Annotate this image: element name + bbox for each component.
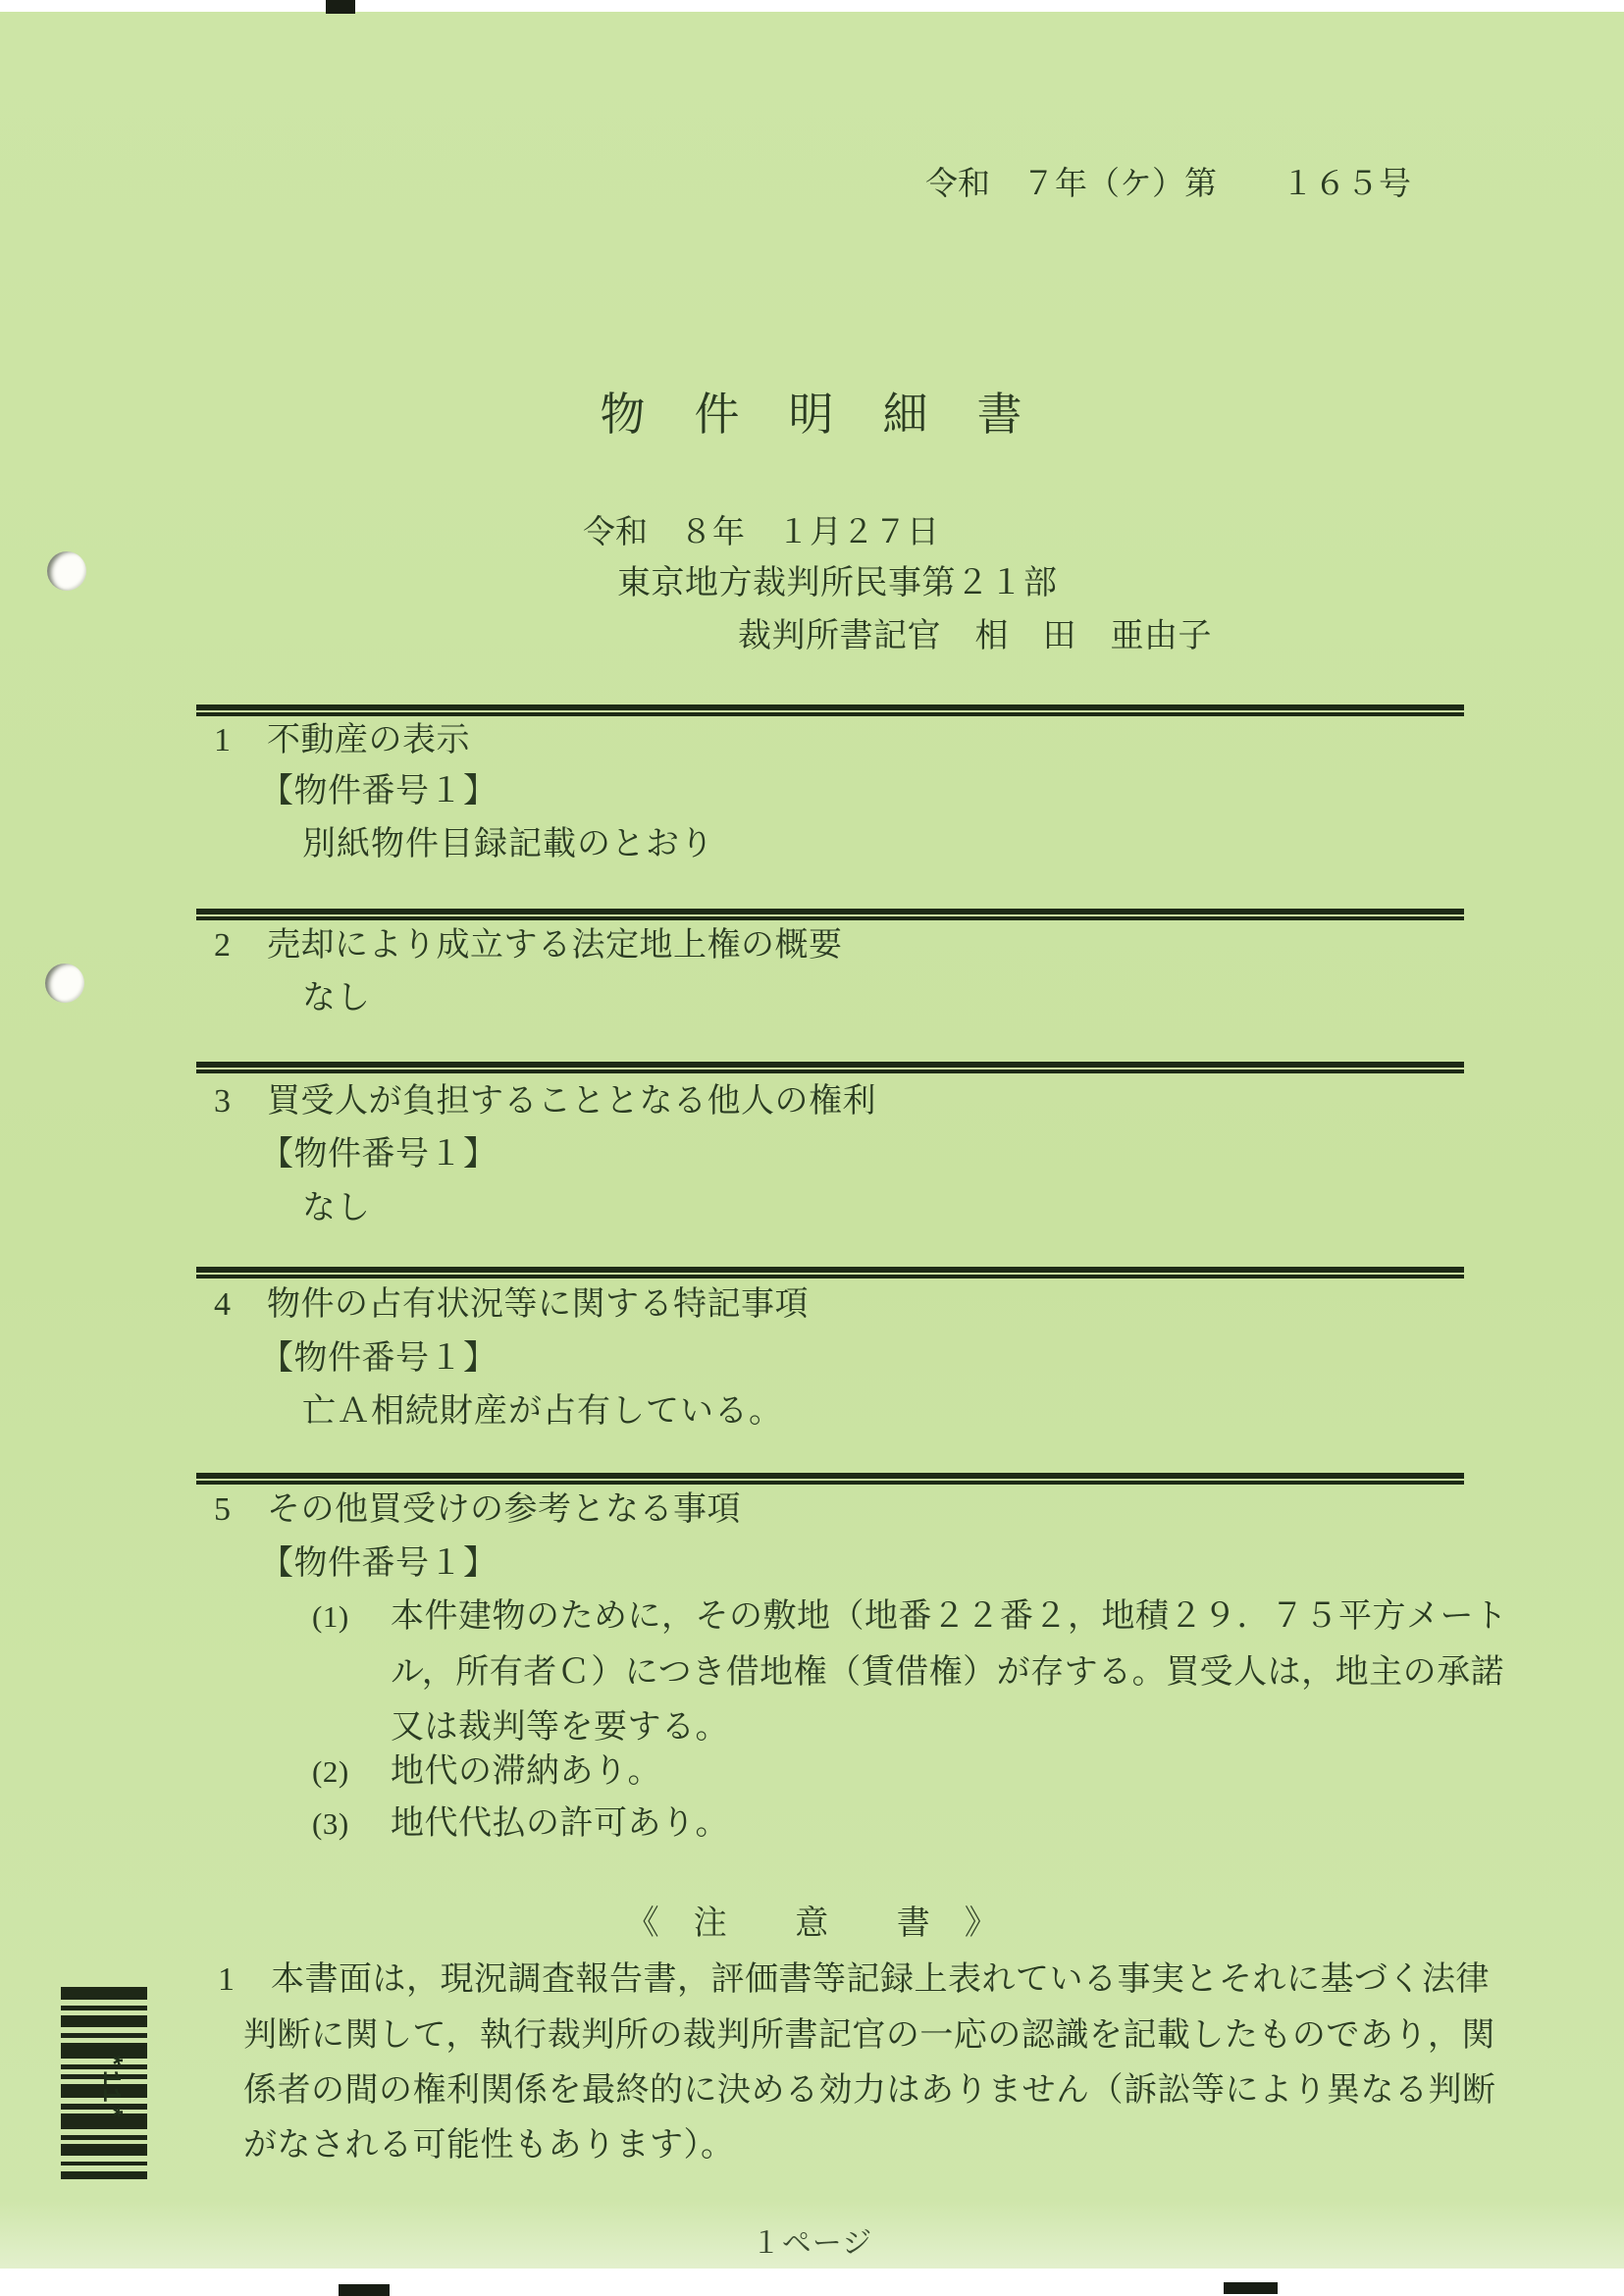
section-1-heading	[214, 724, 470, 757]
notice-line: 判断に関して，執行裁判所の裁判所書記官の一応の認識を記載したものであり，関	[243, 2017, 1495, 2054]
item-text: 地代代払の許可あり。	[391, 1805, 729, 1842]
notice-paragraph	[218, 1963, 1490, 1997]
item-text: ル，所有者Ｃ）につき借地権（賃借権）が存する。買受人は，地主の承諾	[391, 1654, 1505, 1691]
notice-line: 本書面は，現況調査報告書，評価書等記録上表れている事実とそれに基づく法律	[271, 1961, 1490, 1998]
document-title: 物 件 明 細 書	[600, 390, 1024, 440]
notice-line: 係者の間の権利関係を最終的に決める効力はありません（訴訟等により異なる判断	[243, 2072, 1496, 2109]
scan-mark	[326, 0, 355, 14]
item-marker: (3)	[312, 1806, 349, 1841]
item-text: 又は裁判等を要する。	[391, 1709, 729, 1746]
scan-mark	[1224, 2282, 1278, 2294]
section-3-body: なし	[302, 1190, 371, 1226]
barcode-label: *11*	[96, 2053, 126, 2122]
section-4-heading	[214, 1288, 809, 1322]
punch-hole	[47, 551, 86, 591]
item-text: 地代の滞納あり。	[391, 1753, 661, 1790]
section-title: 買受人が負担することとなる他人の権利	[267, 1083, 876, 1120]
issue-date: 令和 ８年 １月２７日	[583, 515, 939, 550]
property-number-label: 【物件番号１】	[260, 773, 498, 809]
section-number: 1	[214, 722, 232, 758]
section-4-body: 亡Ａ相続財産が占有している。	[302, 1393, 783, 1430]
scan-mark	[339, 2284, 390, 2296]
notice-number: 1	[218, 1961, 236, 1998]
list-item	[312, 1807, 729, 1841]
court-name: 東京地方裁判所民事第２１部	[617, 565, 1058, 601]
page-number: １ページ	[751, 2227, 873, 2260]
section-number: 5	[214, 1491, 232, 1528]
section-divider	[196, 1267, 1464, 1278]
section-title: 売却により成立する法定地上権の概要	[267, 927, 843, 964]
item-text: 本件建物のために，その敷地（地番２２番２，地積２９．７５平方メート	[391, 1598, 1508, 1635]
section-2-body: なし	[302, 980, 371, 1017]
section-2-heading	[214, 929, 843, 963]
item-marker: (2)	[312, 1754, 349, 1789]
notice-heading: 《 注 意 書 》	[625, 1905, 999, 1942]
item-marker: (1)	[312, 1599, 349, 1634]
section-divider	[196, 1473, 1464, 1485]
list-item	[312, 1600, 1508, 1634]
section-number: 4	[214, 1286, 232, 1323]
section-divider	[196, 909, 1464, 920]
property-number-label: 【物件番号１】	[260, 1136, 498, 1173]
court-clerk: 裁判所書記官 相 田 亜由子	[738, 618, 1212, 654]
section-divider	[196, 1062, 1464, 1073]
section-title: 物件の占有状況等に関する特記事項	[267, 1286, 809, 1323]
section-divider	[196, 704, 1464, 716]
section-number: 2	[214, 927, 232, 964]
section-title: その他買受けの参考となる事項	[267, 1491, 741, 1528]
property-number-label: 【物件番号１】	[260, 1545, 498, 1582]
section-number: 3	[214, 1083, 232, 1120]
section-5-heading	[214, 1493, 741, 1527]
punch-hole	[45, 964, 84, 1003]
case-number: 令和 ７年（ケ）第 １６５号	[925, 167, 1411, 202]
section-1-body: 別紙物件目録記載のとおり	[302, 826, 714, 862]
section-3-heading	[214, 1085, 876, 1119]
property-number-label: 【物件番号１】	[260, 1340, 498, 1377]
notice-line: がなされる可能性もあります）。	[243, 2127, 735, 2164]
list-item	[312, 1755, 661, 1789]
section-title: 不動産の表示	[267, 722, 470, 758]
